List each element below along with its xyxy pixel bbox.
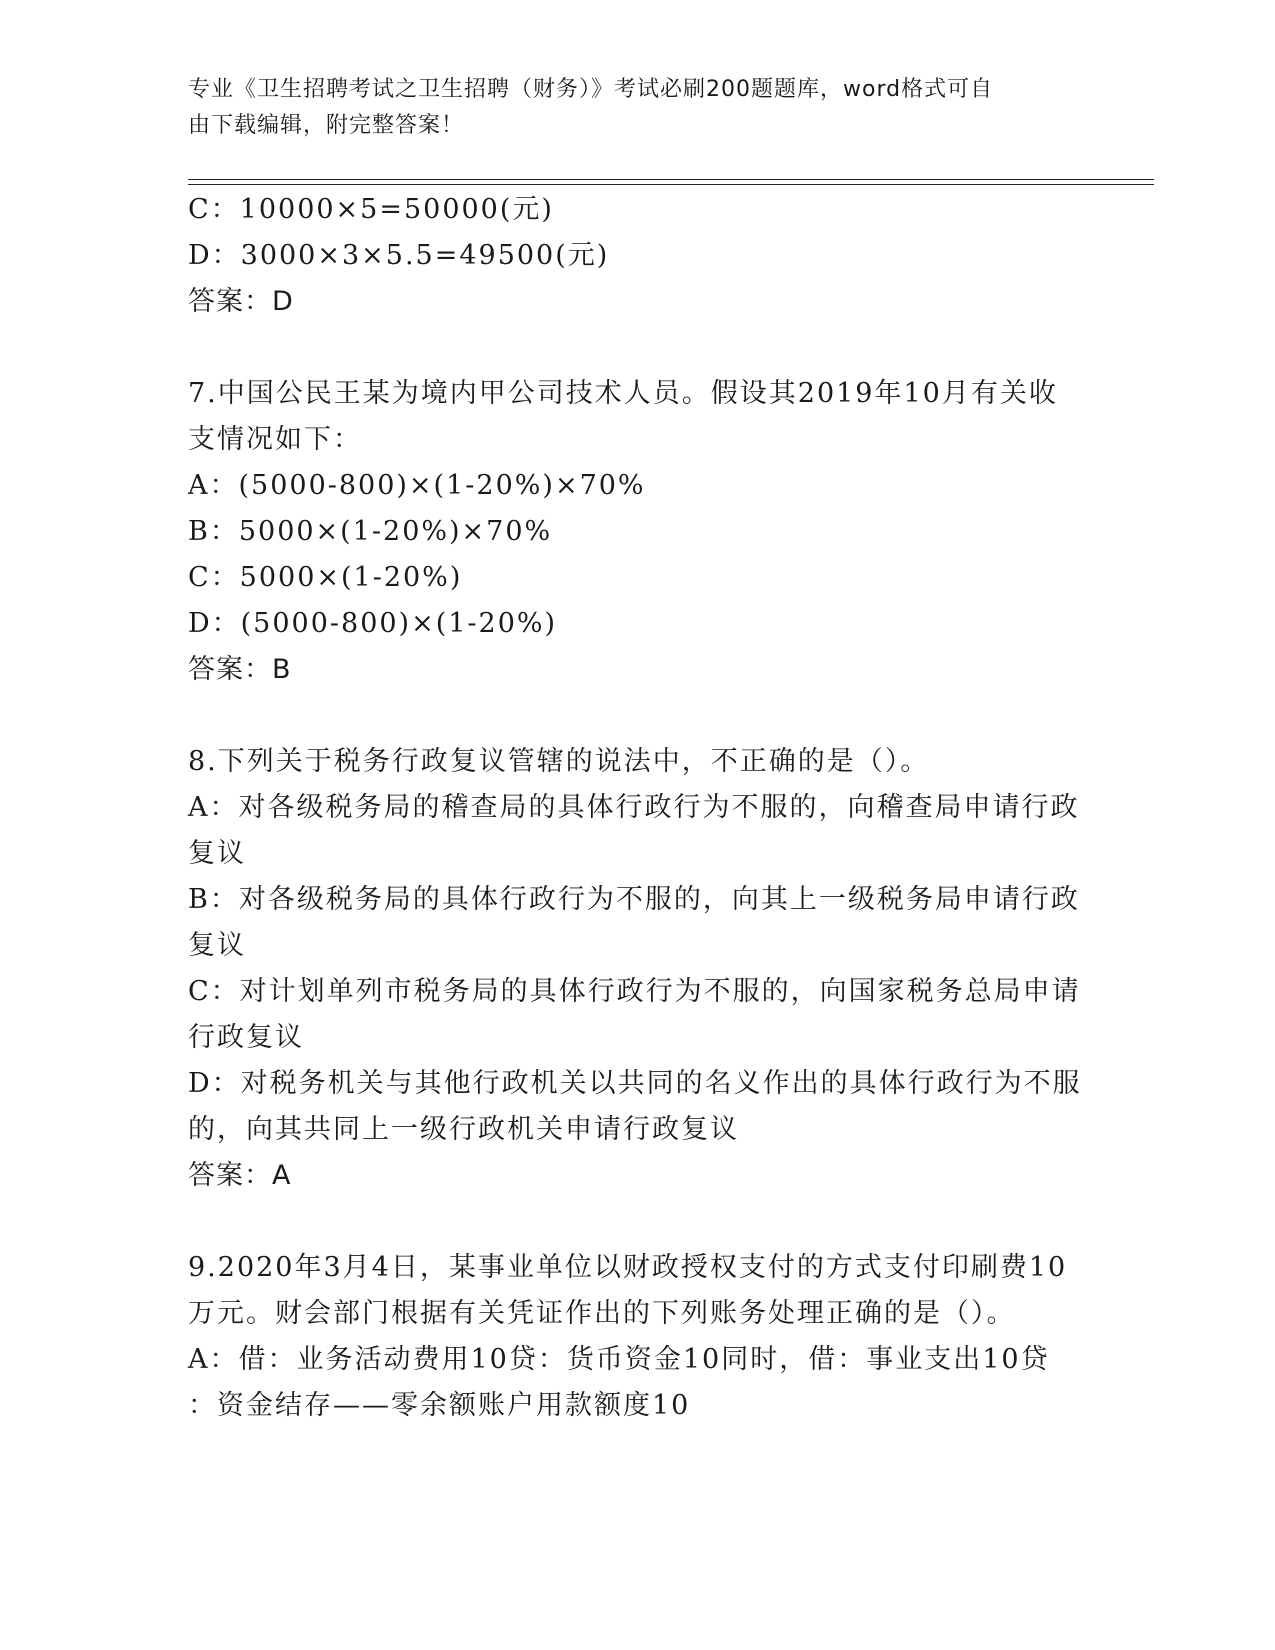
option-c: C：5000×(1-20%) [188,562,463,593]
answer-line: 答案：B [188,654,292,685]
header-line-2: 由下载编辑，附完整答案！ [188,113,465,138]
option-b-line-1: B：对各级税务局的具体行政行为不服的，向其上一级税务局申请行政 [188,884,1080,915]
spacer [188,325,1088,371]
answer-line: 答案：D [188,286,294,317]
option-d: D：(5000-800)×(1-20%) [188,608,558,639]
option-c-line-2: 行政复议 [188,1022,304,1053]
header-line-1: 专业《卫生招聘考试之卫生招聘（财务）》考试必刷200题题库，word格式可自 [188,77,994,102]
question-stem-line-2: 支情况如下： [188,424,362,455]
previous-question [188,187,1088,325]
option-a-line-1: A：对各级税务局的稽查局的具体行政行为不服的，向稽查局申请行政 [188,792,1080,823]
option-d-line-2: 的，向其共同上一级行政机关申请行政复议 [188,1114,739,1145]
option-a-line-1: A：借：业务活动费用10贷：货币资金10同时，借：事业支出10贷 [188,1344,1050,1375]
option-a-line-2: ：资金结存——零余额账户用款额度10 [188,1390,691,1421]
question-stem: 8.下列关于税务行政复议管辖的说法中，不正确的是（）。 [188,746,930,777]
option-c-line-1: C：对计划单列市税务局的具体行政行为不服的，向国家税务总局申请 [188,976,1081,1007]
option-a-line-2: 复议 [188,838,246,869]
header-divider-bottom [188,184,1154,185]
answer-line: 答案：A [188,1160,292,1191]
question-stem-line-2: 万元。财会部门根据有关凭证作出的下列账务处理正确的是（）。 [188,1298,1016,1329]
question-content [188,187,1088,1429]
option-c: C：10000×5=50000(元) [188,194,554,225]
question-7 [188,371,1088,693]
spacer [188,693,1088,739]
question-8 [188,739,1088,1199]
question-stem-line-1: 7.中国公民王某为境内甲公司技术人员。假设其2019年10月有关收 [188,378,1058,409]
option-d: D：3000×3×5.5=49500(元) [188,240,610,271]
option-a: A：(5000-800)×(1-20%)×70% [188,470,646,501]
header-divider-top [188,179,1154,180]
question-stem-line-1: 9.2020年3月4日，某事业单位以财政授权支付的方式支付印刷费10 [188,1252,1068,1283]
option-d-line-1: D：对税务机关与其他行政机关以共同的名义作出的具体行政行为不服 [188,1068,1082,1099]
option-b-line-2: 复议 [188,930,246,961]
spacer [188,1199,1088,1245]
option-b: B：5000×(1-20%)×70% [188,516,553,547]
document-header [188,72,1088,144]
question-9 [188,1245,1088,1429]
